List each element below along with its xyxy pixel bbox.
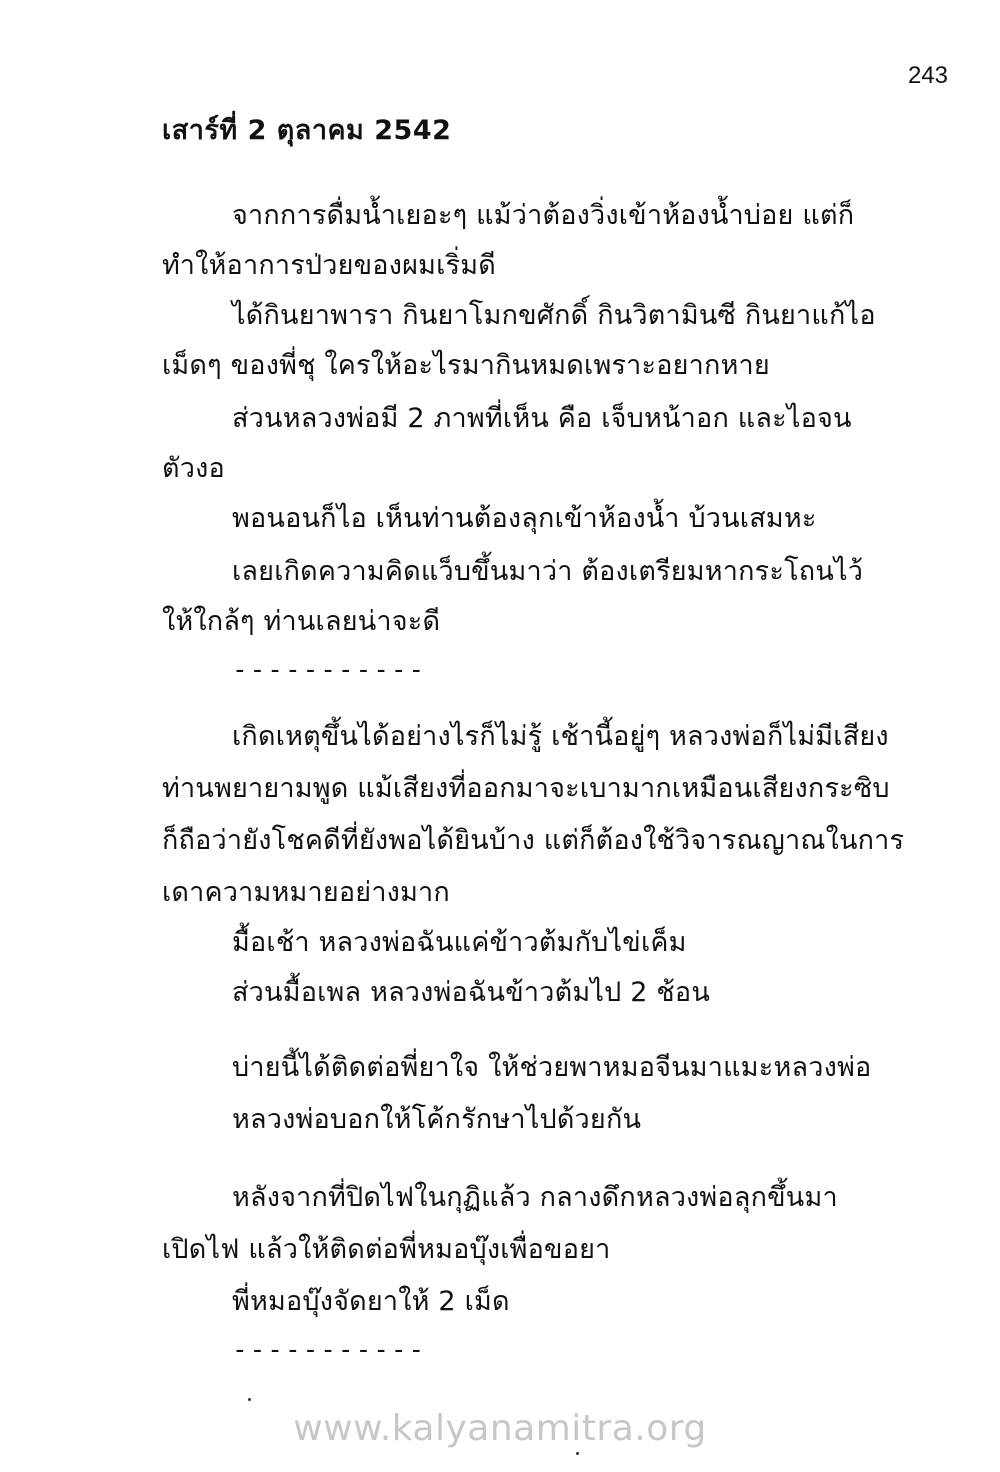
watermark: www.kalyanamitra.org: [293, 1408, 707, 1449]
page-number: 243: [907, 62, 948, 89]
body-line: ส่วนมื้อเพล หลวงพ่อฉันข้าวต้มไป 2 ช้อน: [232, 977, 710, 1008]
body-line: ได้กินยาพารา กินยาโมกขศักดิ์ กินวิตามินซี กินยาแก้ไอ: [232, 300, 876, 331]
scan-speck: [248, 1398, 251, 1401]
body-line: พี่หมอบุ๊งจัดยาให้ 2 เม็ด: [232, 1286, 510, 1317]
entry-heading: เสาร์ที่ 2 ตุลาคม 2542: [162, 115, 452, 146]
section-separator: -----------: [232, 655, 427, 685]
body-line: เดาความหมายอย่างมาก: [162, 877, 450, 908]
body-line: ก็ถือว่ายังโชคดีที่ยังพอได้ยินบ้าง แต่ก็ต้องใช้วิจารณญาณในการ: [162, 825, 905, 856]
body-line: บ่ายนี้ได้ติดต่อพี่ยาใจ ให้ช่วยพาหมอจีนมาแมะหลวงพ่อ: [232, 1052, 872, 1083]
body-line: จากการดื่มน้ำเยอะๆ แม้ว่าต้องวิ่งเข้าห้องน้ำบ่อย แต่ก็: [232, 200, 855, 231]
body-line: หลังจากที่ปิดไฟในกุฏิแล้ว กลางดึกหลวงพ่อลุกขึ้นมา: [232, 1182, 838, 1213]
body-line: ท่านพยายามพูด แม้เสียงที่ออกมาจะเบามากเหมือนเสียงกระซิบ: [162, 773, 890, 804]
body-line: พอนอนก็ไอ เห็นท่านต้องลุกเข้าห้องน้ำ บ้วนเสมหะ: [232, 503, 817, 534]
scan-speck: [576, 1452, 579, 1455]
body-line: ทำให้อาการป่วยของผมเริ่มดี: [162, 250, 496, 281]
body-line: เม็ดๆ ของพี่ชุ ใครให้อะไรมากินหมดเพราะอยากหาย: [162, 350, 770, 381]
body-line: เลยเกิดความคิดแว็บขึ้นมาว่า ต้องเตรียมหากระโถนไว้: [232, 556, 864, 587]
body-line: ให้ใกล้ๆ ท่านเลยน่าจะดี: [162, 606, 441, 637]
section-separator: -----------: [232, 1335, 427, 1365]
body-line: หลวงพ่อบอกให้โค้กรักษาไปด้วยกัน: [232, 1104, 642, 1135]
body-line: เปิดไฟ แล้วให้ติดต่อพี่หมอบุ๊งเพื่อขอยา: [162, 1234, 611, 1265]
body-line: ส่วนหลวงพ่อมี 2 ภาพที่เห็น คือ เจ็บหน้าอก และไอจน: [232, 403, 852, 434]
body-line: ตัวงอ: [162, 453, 225, 484]
body-line: มื้อเช้า หลวงพ่อฉันแค่ข้าวต้มกับไข่เค็ม: [232, 927, 687, 958]
body-line: เกิดเหตุขึ้นได้อย่างไรก็ไม่รู้ เช้านี้อยู่ๆ หลวงพ่อก็ไม่มีเสียง: [232, 721, 889, 752]
